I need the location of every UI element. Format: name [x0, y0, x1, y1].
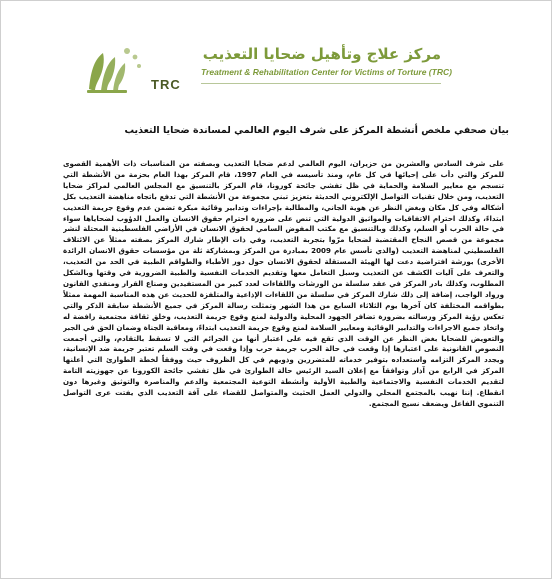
- trc-hands-emblem-icon: [81, 39, 147, 95]
- center-arabic-name: مركز علاج وتأهيل ضحايا التعذيب: [202, 45, 441, 63]
- trc-logo: [81, 39, 453, 97]
- press-release-body: على شرف السادس والعشرين من حزيران، اليوم العالمي لدعم ضحايا التعذيب وبصفته من المناسبات ذات الأهمية القصوى للمركز والتي دأب على إحيائها في كل عام، ومنذ تأسيسه في العام 1997، قام المركز بهذا العام بحزمة من الأنشطة التي تنسجم مع معايير السلامة والحماية في ظل تفشي جائحة كورونا، قام المركز بالتنسيق مع المجلس العالمي لمراكز ضحايا التعذيب، ومن خلال تقنيات التواصل الإلكتروني الحديثة بتعزيز تبني مجموعة من الأنشطة التي تدفع باتجاه مناهضة التعذيب بكل أشكاله وفي كل مكان وبغض النظر عن هوية الجاني، والمطالبة بإجراءات وتدابير وقائية مبكرة تضمن عدم وقوع جريمة التعذيب ابتداءً، وكذلك احترام الاتفاقيات والمواثيق الدولية التي تنص على ضرورة احترام حقوق الانسان والعمل الدؤوب لضحاياها سواء في حالة الحرب أو السلم، وكذلك وبالتنسيق مع مكتب المفوض السامي لحقوق الانسان في الأراضي الفلسطينية المحتلة لنشر مجموعة من قصص النجاح المقتضبة لضحايا مرّوا بتجربة التعذيب، وفي ذات الإطار شارك المركز بصفته ممثلاً عن الائتلاف الفلسطيني لمناهضة التعذيب (والذي تأسس عام 2009 بمبادرة من المركز وبمشاركة ثلة من مؤسسات حقوق الانسان الرائدة الأخرى) بورشة افتراضية دعت لها الهيئة المستقلة لحقوق الانسان حول دور الأطباء والطواقم الطبية في الحد من التعذيب، والتعرف على آليات الكشف عن التعذيب وسبل التعامل معها وتقديم الخدمات النفسية والطبية الضرورية في وقتها وبالشكل المطلوب، وكذلك بادر المركز في عقد سلسلة من الورشات واللقاءات لعدد كبير من المستفيدين وصناع القرار ومنفذي القانون ورواد الواجب، إضافة إلى ذلك شارك المركز في سلسلة من اللقاءات الإذاعية والمتلفزة للحديث عن هذه المناسبة المهمة ممثلاً بطواقمه المختلفة كان آخرها يوم الثلاثاء السابع من هذا الشهر وتمثلت رسالة المركز في جميع الأنشطة سابقة الذكر والتي تعكس رؤية المركز ورسالته بضرورة تضافر الجهود المحلية والدولية لمنع وقوع جريمة التعذيب، وخلق ثقافة مجتمعية رافضة له واتخاذ جميع الاجراءات والتدابير الوقائية ومعايير السلامة لمنع وقوع جريمة التعذيب ابتداءً، ومعاقبة الجناة وضمان الحق في الجبر والتعويض للضحايا بغض النظر عن الوقت الذي تقع فيه على اعتبار أنها من الجرائم التي لا تسقط بالتقادم، والتي أجمعت النصوص القانونية على اعتبارها إذا وقعت في حالة الحرب جريمة حرب وإذا وقعت في وقت السلم تعتبر جريمة ضد الإنسانية، ويجدد المركز التزامه واستعداده بتوفير خدماته للمتضررين وذويهم في كل الظروف حيث ووفقاً لخطة الطوارئ التي أعلنها المركز في الرابع من آذار وتوافقاً مع إعلان السيد الرئيس حالة الطوارئ في ظل تفشي جائحة الكورونا عن جهوزيته التامة لتقديم الخدمات النفسية والاجتماعية والطبية الأولية وأنشطة التوعية المجتمعية والدعم والمناصرة والتوثيق وغيرها دون انقطاع. إننا نهيب بالمجتمع المحلي والدولي العمل الحثيث والمتواصل للقضاء على آفة التعذيب الذي يفتت عرى التواصل التنموي الفاعل ويضعف نسيج المجتمع.: [63, 159, 504, 408]
- logo-divider: [201, 83, 441, 84]
- press-release-title: بيان صحفي ملخص أنشطة المركز على شرف اليوم العالمي لمساندة ضحايا التعذيب: [124, 125, 509, 136]
- trc-acronym: TRC: [151, 77, 181, 92]
- center-english-name: Treatment & Rehabilitation Center for Victims of Torture (TRC): [201, 67, 452, 77]
